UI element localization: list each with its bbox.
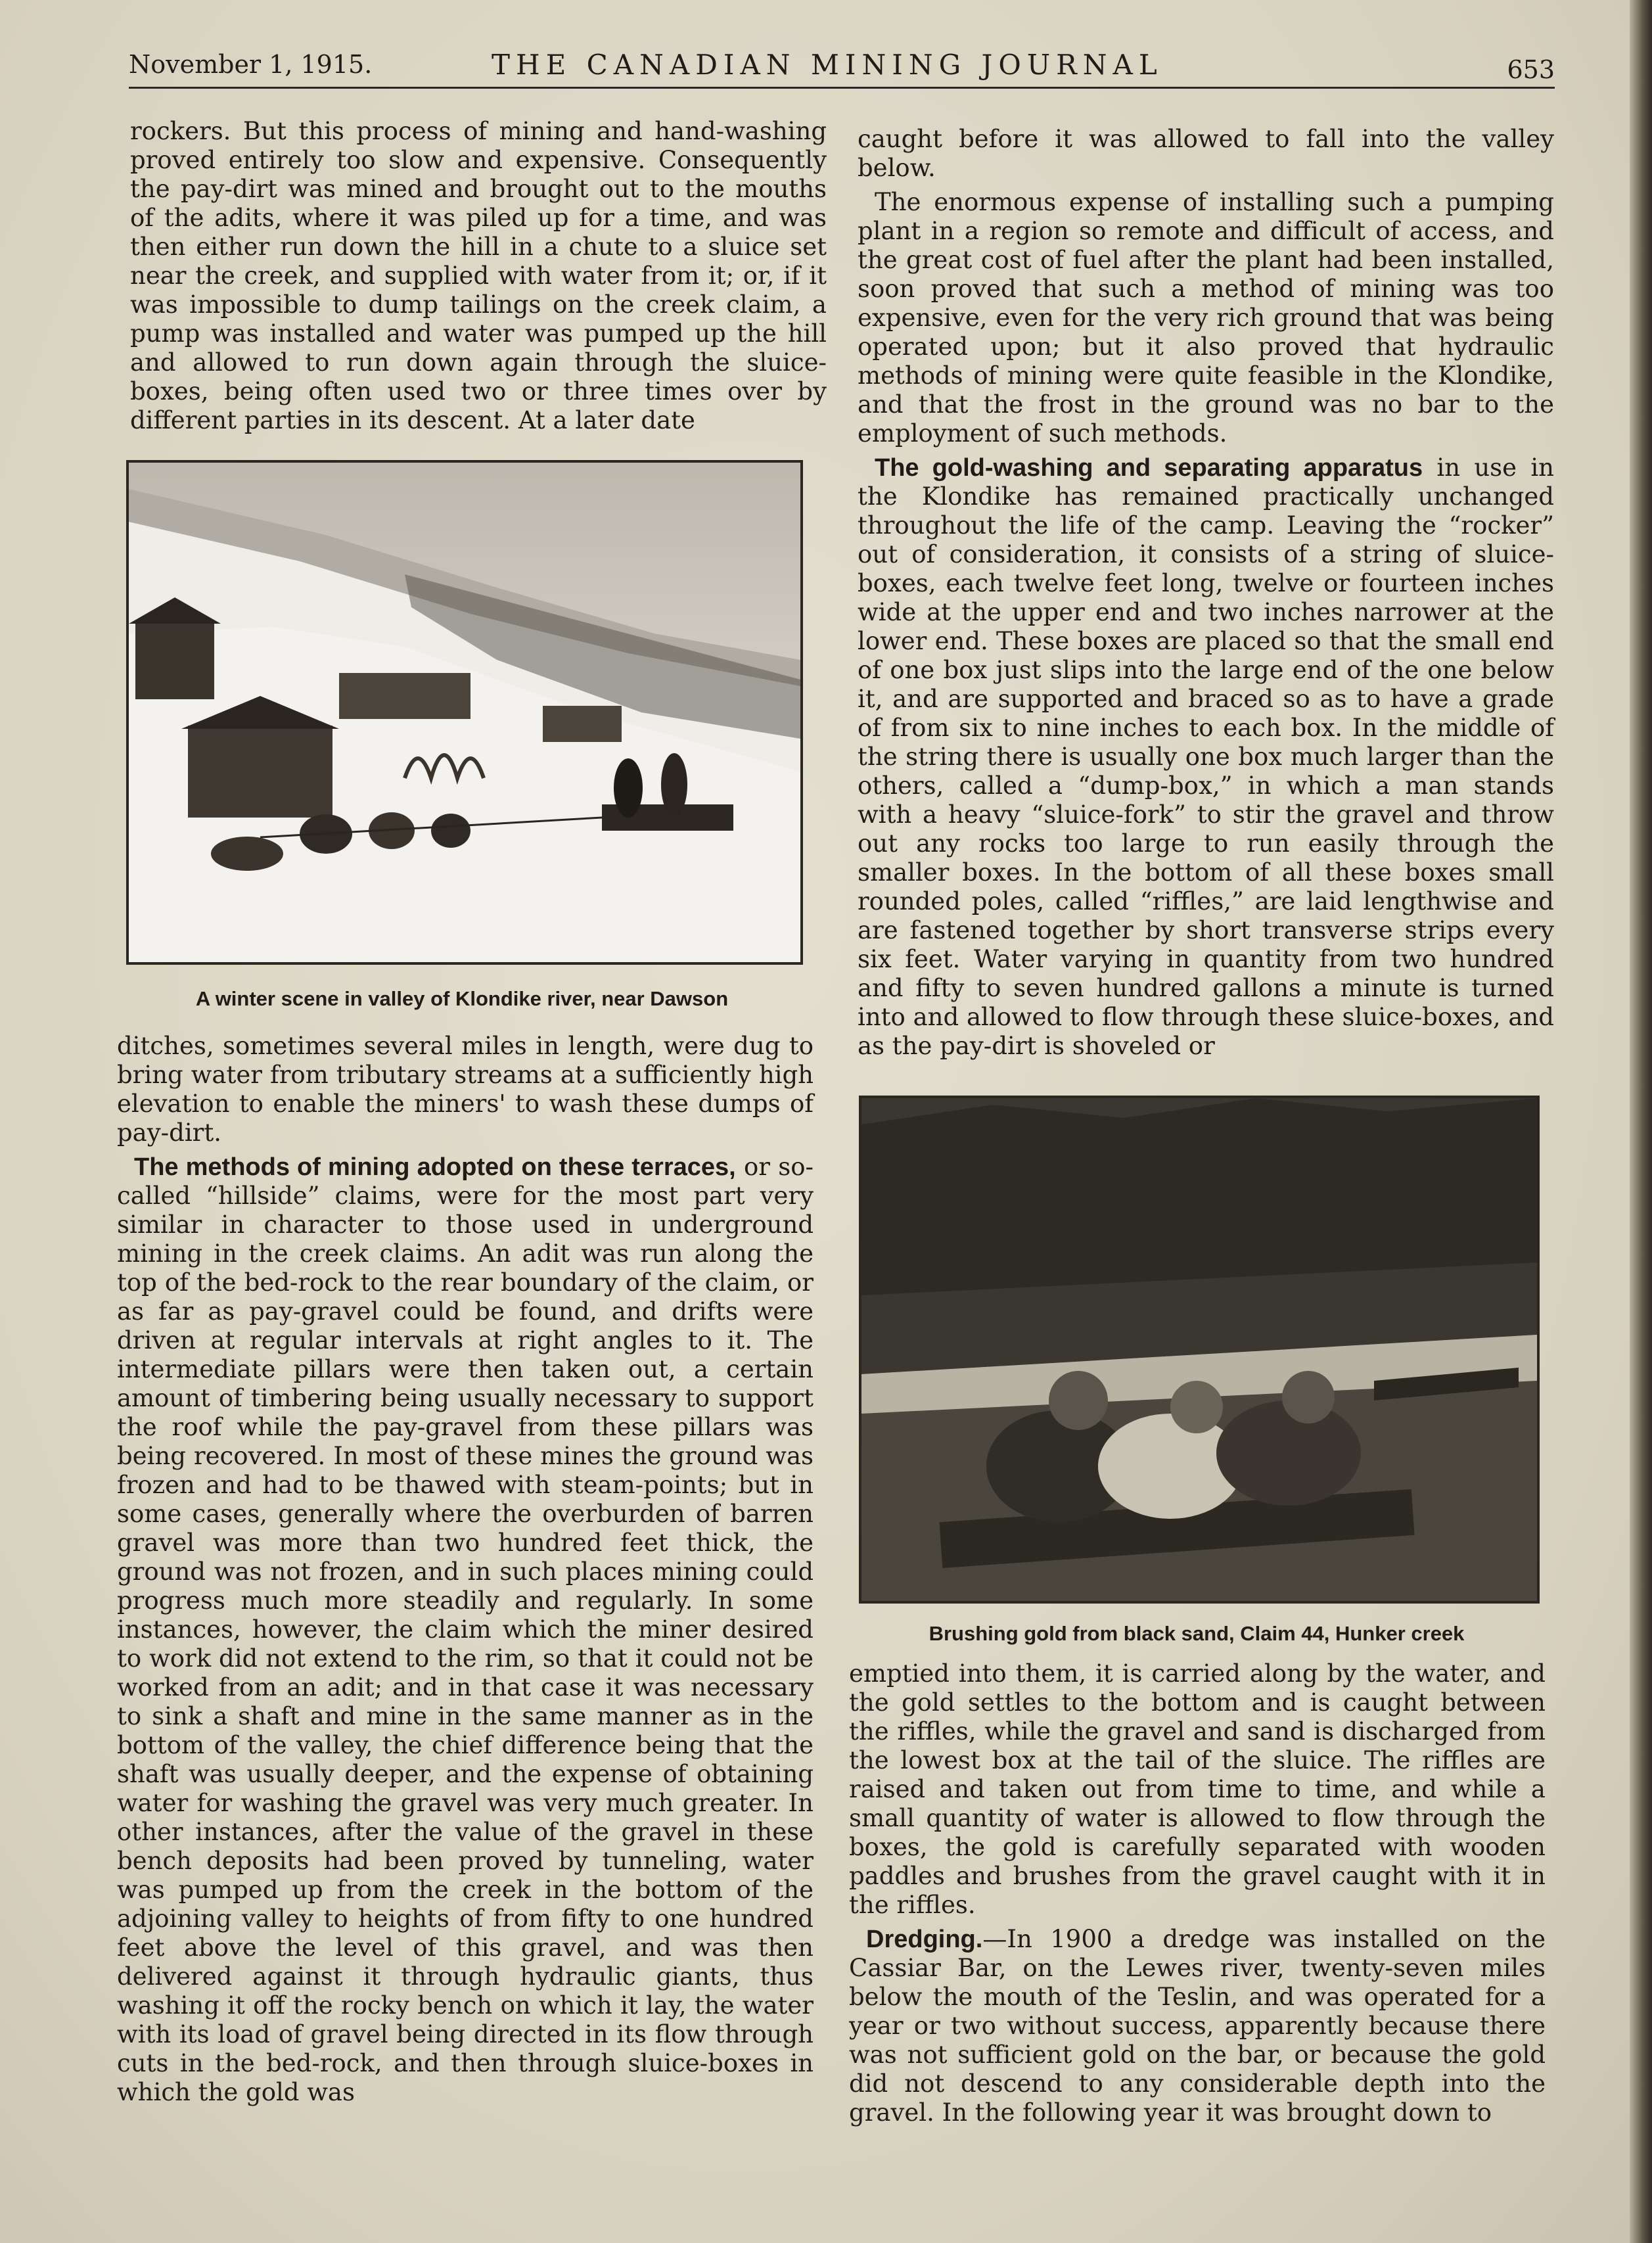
book-binding-shadow [1630, 0, 1652, 2243]
paragraph-terraces [117, 1153, 814, 2107]
paragraph-gold-washing [858, 453, 1554, 1061]
right-column-top [858, 125, 1554, 1061]
paragraph-caught: caught before it was allowed to fall into the valley below. [858, 125, 1554, 182]
left-column-top [130, 117, 827, 435]
page-number: 653 [1507, 55, 1555, 84]
terraces-lead-heading: The methods of mining adopted on these terraces, [134, 1153, 736, 1181]
brushing-gold-caption: Brushing gold from black sand, Claim 44, Hunker creek [929, 1622, 1465, 1645]
right-column-bottom [849, 1659, 1546, 2127]
running-header [129, 46, 1555, 92]
paragraph-rockers: rockers. But this process of mining and hand-washing proved entirely too slow and expensive. Consequently the pay-dirt was mined and brought out to the mouths of the adits, where it was piled up for a time, and was then either run down the hill in a chute to a sluice set near the creek, and supplied with water from it; or, if it was impossible to dump tailings on the creek claim, a pump was installed and water was pumped up the hill and allowed to run down again through the sluice-boxes, being often used two or three times over by different parties in its descent. At a later date [130, 117, 827, 434]
gold-washing-lead-heading: The gold-washing and separating apparatus [875, 454, 1423, 482]
issue-date: November 1, 1915. [129, 50, 373, 79]
journal-title: THE CANADIAN MINING JOURNAL [492, 49, 1163, 81]
dredging-lead-heading: Dredging. [866, 1926, 983, 1953]
dredging-body: —In 1900 a dredge was installed on the Cassiar Bar, on the Lewes river, twenty-seven miles below the mouth of the Teslin, and was operated for a year or two without success, apparently because there was not sufficient gold on the bar, or because the gold did not descend to any considerable depth into the gravel. In the following year it was brought down to [849, 1925, 1546, 2127]
paragraph-expense: The enormous expense of installing such a pumping plant in a region so remote and difficult of access, and the great cost of fuel after the plant had been installed, soon proved that such a method of mining was too expensive, even for the very rich ground that was being operated upon; but it also proved that hydraulic methods of mining were quite feasible in the Klondike, and that the frost in the ground was no bar to the employment of such methods. [858, 188, 1554, 448]
paragraph-dredging [849, 1925, 1546, 2127]
winter-scene-photo [126, 460, 803, 965]
winter-scene-caption: A winter scene in valley of Klondike river, near Dawson [195, 987, 729, 1010]
paragraph-emptied: emptied into them, it is carried along by the water, and the gold settles to the bottom and is caught between the riffles, while the gravel and sand is discharged from the lowest box at the tail of the sluice. The riffles are raised and taken out from time to time, and while a small quantity of water is allowed to flow through the boxes, the gold is carefully separated with wooden paddles and brushes from the gravel caught with it in the riffles. [849, 1659, 1546, 1919]
gold-washing-body: in use in the Klondike has remained practically unchanged throughout the life of the camp. Leaving the “rocker” out of consideration, it consists of a string of sluice-boxes, each twelve feet long, twelve or fourteen inches wide at the upper end and two inches narrower at the lower end. These boxes are placed so that the small end of one box just slips into the large end of the one below it, and are supported and braced so as to have a grade of from six to nine inches to each box. In the middle of the string there is usually one box much larger than the others, called a “dump-box,” in which a man stands with a heavy “sluice-fork” to stir the gravel and throw out any rocks too large to run easily through the smaller boxes. In the bottom of all these boxes small rounded poles, called “riffles,” are laid lengthwise and are fastened together by short transverse strips every six feet. Water varying in quantity from two hundred and fifty to seven hundred gallons a minute is turned into and allowed to flow through these sluice-boxes, and as the pay-dirt is shoveled or [858, 453, 1555, 1060]
brushing-gold-photo [859, 1096, 1540, 1604]
terraces-body: or so-called “hillside” claims, were for the most part very similar in character to those used in underground mining in the creek claims. An adit was run along the top of the bed-rock to the rear boundary of the claim, or as far as pay-gravel could be found, and drifts were driven at regular intervals at right angles to it. The intermediate pillars were then taken out, a certain amount of timbering being usually necessary to support the roof while the pay-gravel from these pillars was being recovered. In most of these mines the ground was frozen and had to be thawed with steam-points; but in some cases, generally where the overburden of barren gravel was more than two hundred feet thick, the ground was not frozen, and in such places mining could progress much more steadily and regularly. In some instances, however, the claim which the miner desired to work did not extend to the rim, so that it could not be worked from an adit; and in that case it was necessary to sink a shaft and mine in the same manner as in the bottom of the valley, the chief difference being that the shaft was usually deeper, and the expense of obtaining water for washing the gravel was very much greater. In other instances, after the value of the gravel in these bench deposits had been proved by tunneling, water was pumped up from the creek in the bottom of the adjoining valley to heights of from fifty to one hundred feet above the level of this gravel, and was then delivered against it through hydraulic giants, thus washing it off the rocky bench on which it lay, the water with its load of gravel being directed in its flow through cuts in the bed-rock, and then through sluice-boxes in which the gold was [117, 1153, 814, 2106]
brushing-gold-illustration [861, 1098, 1537, 1601]
header-rule [129, 87, 1555, 89]
paragraph-ditches: ditches, sometimes several miles in length, were dug to bring water from tributary streams at a sufficiently high elevation to enable the miners' to wash these dumps of pay-dirt. [117, 1032, 814, 1147]
left-column-bottom [117, 1032, 814, 2107]
winter-scene-illustration [129, 463, 800, 962]
